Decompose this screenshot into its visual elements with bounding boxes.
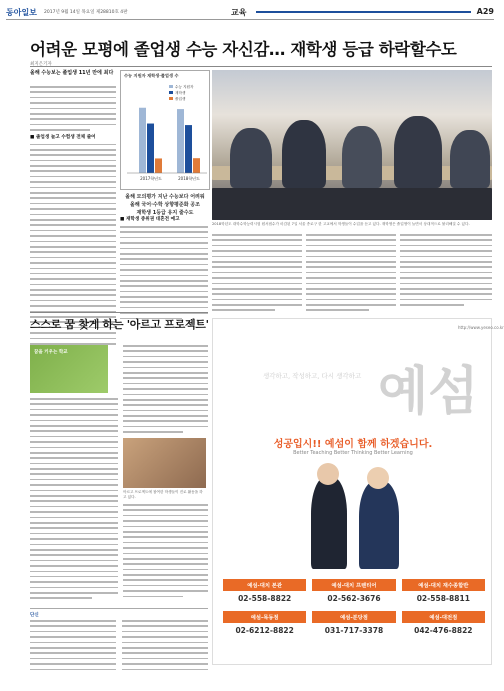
branch-item [312, 579, 395, 603]
pull-quote-line: 올해 모의평가 지난 수능보다 어려워 [125, 194, 205, 200]
section-bar [256, 11, 471, 13]
branch-item [223, 611, 306, 635]
feature-photo-text: 꿈을 키우는 학교 [34, 350, 68, 355]
article-column-4 [400, 234, 492, 312]
chart-bar [193, 158, 200, 173]
feature-headline: 스스로 꿈 찾게 하는 '아르고 프로젝트' [30, 318, 209, 331]
footer-divider [30, 608, 208, 613]
pull-quote [120, 193, 210, 217]
lead-title: 올해 수능보는 졸업생 11년 만에 최다 [30, 70, 114, 76]
chart-bar [177, 109, 184, 173]
byline: 최지은기자 [30, 62, 52, 67]
branch-name: 예섬-대전점 [402, 611, 485, 623]
ad-copy: 성공입시!! 예섬이 함께 하겠습니다. [273, 439, 433, 450]
divider [30, 66, 492, 67]
feature-side-caption: 아르고 프로젝트에 참여한 학생들이 진로 활동을 하고 있다. [123, 490, 203, 499]
branch-name: 예섬-대치 재수종합반 [402, 579, 485, 591]
ad-slogan: 생각하고, 작성하고, 다시 생각하고 [263, 372, 362, 380]
feature-column-2 [123, 345, 208, 435]
branch-item [223, 579, 306, 603]
ad-brand: 예섬 [378, 361, 479, 422]
dateline: 2017년 9월 14일 목요일 제28810호 4판 [44, 10, 128, 15]
ad-url[interactable]: http://www.yeseo.co.kr [458, 325, 504, 330]
divider [30, 312, 208, 313]
branch-phone[interactable]: 042-476-8822 [414, 626, 473, 635]
chart-bar [147, 124, 154, 173]
chart-bar [155, 158, 162, 173]
page-number: A29 [476, 7, 494, 16]
chart-plot [121, 81, 211, 189]
classroom-photo [212, 70, 492, 220]
article-column-5 [120, 215, 208, 312]
applicants-chart [120, 70, 210, 190]
article-column-3 [306, 234, 396, 312]
branch-phone[interactable]: 02-6212-8822 [235, 626, 294, 635]
advertisement [212, 318, 504, 665]
subhead-1: ■ 졸업생 늘고 수험생 전체 줄어 [30, 134, 96, 140]
chart-title: 수능 지원자 재학생·졸업생 수 [124, 73, 179, 78]
chart-tick-label: 2017학년도 [140, 176, 162, 181]
chart-tick-label: 2018학년도 [178, 176, 200, 181]
article-column-2 [212, 234, 302, 312]
branch-phone[interactable]: 02-558-8811 [416, 594, 470, 603]
page-header [6, 6, 494, 20]
legend-swatch [169, 97, 173, 100]
legend-swatch [169, 85, 173, 88]
feature-column-1 [30, 398, 118, 604]
main-headline: 어려운 모평에 졸업생 수능 자신감… 재학생 등급 하락할수도 [30, 40, 457, 59]
branch-phone[interactable]: 02-558-8822 [238, 594, 292, 603]
photo-caption: 2018학년도 대학수학능력시험 원서접수가 마감된 7일 서울 종로구 한 고교에서 학생들이 수업을 듣고 있다. 재학생은 졸업생이 늘면서 상대적으로 불리해질 수 있다. [212, 222, 470, 226]
branch-name: 예섬-대치 본관 [223, 579, 306, 591]
feature-column-3 [123, 504, 208, 604]
feature-photo [30, 345, 108, 393]
branch-item [402, 611, 485, 635]
section-label: 교육 [231, 8, 247, 17]
branch-name: 예섬-대치 프렌티어 [312, 579, 395, 591]
subhead-2: ■ 재학생 중위권 대혼전 예고 [120, 217, 180, 222]
ad-models [301, 459, 411, 569]
legend-swatch [169, 91, 173, 94]
branch-item [312, 611, 395, 635]
legend-label: 수능 지원자 [175, 85, 194, 89]
pull-quote-line: 재학생 1등급 유지 줄수도 [136, 210, 194, 216]
branch-name: 예섬-목동점 [223, 611, 306, 623]
legend-label: 졸업생 [175, 97, 186, 101]
branch-list [223, 579, 485, 635]
branch-phone[interactable]: 031-717-3378 [324, 626, 384, 635]
chart-bar [185, 125, 192, 173]
ad-subcopy: Better Teaching Better Thinking Better Learning [293, 450, 413, 456]
branch-item [402, 579, 485, 603]
legend-label: 재학생 [175, 91, 186, 95]
article-column-1 [30, 86, 116, 314]
footer-text [30, 620, 208, 684]
chart-bar [139, 108, 146, 173]
pull-quote-line: 올해 국어·수학 상향평준화 공조 [130, 202, 200, 208]
branch-name: 예섬-분당점 [312, 611, 395, 623]
footer-label: 단신 [30, 613, 39, 618]
newspaper-logo: 동아일보 [6, 8, 37, 17]
feature-side-photo [123, 438, 206, 488]
branch-phone[interactable]: 02-562-3676 [327, 594, 381, 603]
